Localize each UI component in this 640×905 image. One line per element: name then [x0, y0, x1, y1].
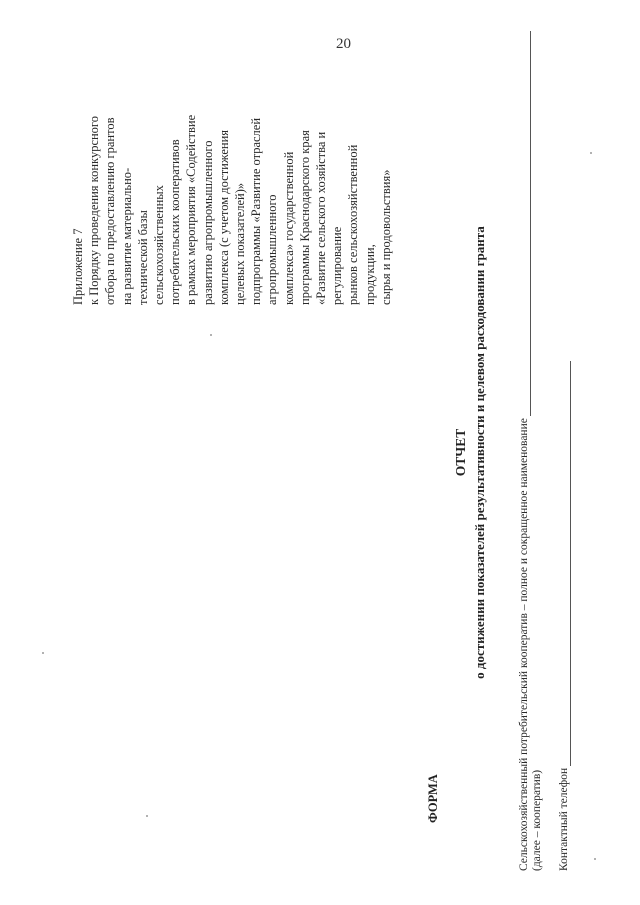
phone-line	[558, 31, 571, 871]
scan-speck	[594, 858, 596, 860]
cooperative-name-fill-line[interactable]	[520, 31, 531, 416]
appendix-line: регулирование	[330, 226, 345, 305]
phone-fill-line[interactable]	[560, 361, 571, 766]
appendix-line: развитию агропромышленного	[200, 140, 215, 305]
appendix-line: сельскохозяйственных	[152, 185, 167, 305]
appendix-line: агропромышленного	[265, 194, 280, 305]
form-label: ФОРМА	[426, 774, 440, 823]
appendix-header	[70, 55, 394, 305]
appendix-line: потребительских кооперативов	[168, 139, 183, 305]
report-subtitle: о достижении показателей результативности и целевом расходовании гранта	[472, 226, 487, 679]
appendix-line: Приложение 7	[71, 228, 85, 305]
cooperative-block	[518, 31, 571, 871]
cooperative-label: Сельскохозяйственный потребительский кооператив – полное и сокращенное наименование	[518, 418, 530, 871]
report-title: ОТЧЕТ	[453, 428, 468, 477]
appendix-line: подпрограммы «Развитие отраслей	[249, 117, 264, 305]
scan-speck	[146, 815, 148, 817]
appendix-line: целевых показателей)»	[233, 182, 248, 305]
scan-speck	[210, 334, 212, 336]
cooperative-note: (далее – кооператив)	[531, 769, 543, 871]
appendix-line: «Развитие сельского хозяйства и	[314, 131, 329, 305]
phone-label: Контактный телефон	[558, 767, 570, 871]
appendix-line: рынков сельскохозяйственной	[346, 144, 361, 305]
page-number: 20	[336, 36, 351, 52]
appendix-line: к Порядку проведения конкурсного	[87, 116, 102, 305]
appendix-line: в рамках мероприятия «Содействие	[184, 114, 199, 305]
appendix-line: программы Краснодарского края	[297, 130, 312, 305]
appendix-line: отбора по предоставлению грантов	[103, 117, 118, 305]
appendix-line: комплекса» государственной	[281, 151, 296, 305]
appendix-line: технической базы	[135, 210, 150, 305]
report-title-block	[452, 0, 488, 905]
appendix-line: на развитие материально-	[119, 167, 134, 305]
scan-speck	[590, 152, 592, 154]
appendix-line: продукции,	[362, 244, 377, 305]
cooperative-name-line	[518, 31, 531, 871]
appendix-line: комплекса (с учетом достижения	[216, 129, 231, 305]
appendix-line: сырья и продовольствия»	[378, 169, 393, 305]
scan-speck	[42, 652, 44, 654]
